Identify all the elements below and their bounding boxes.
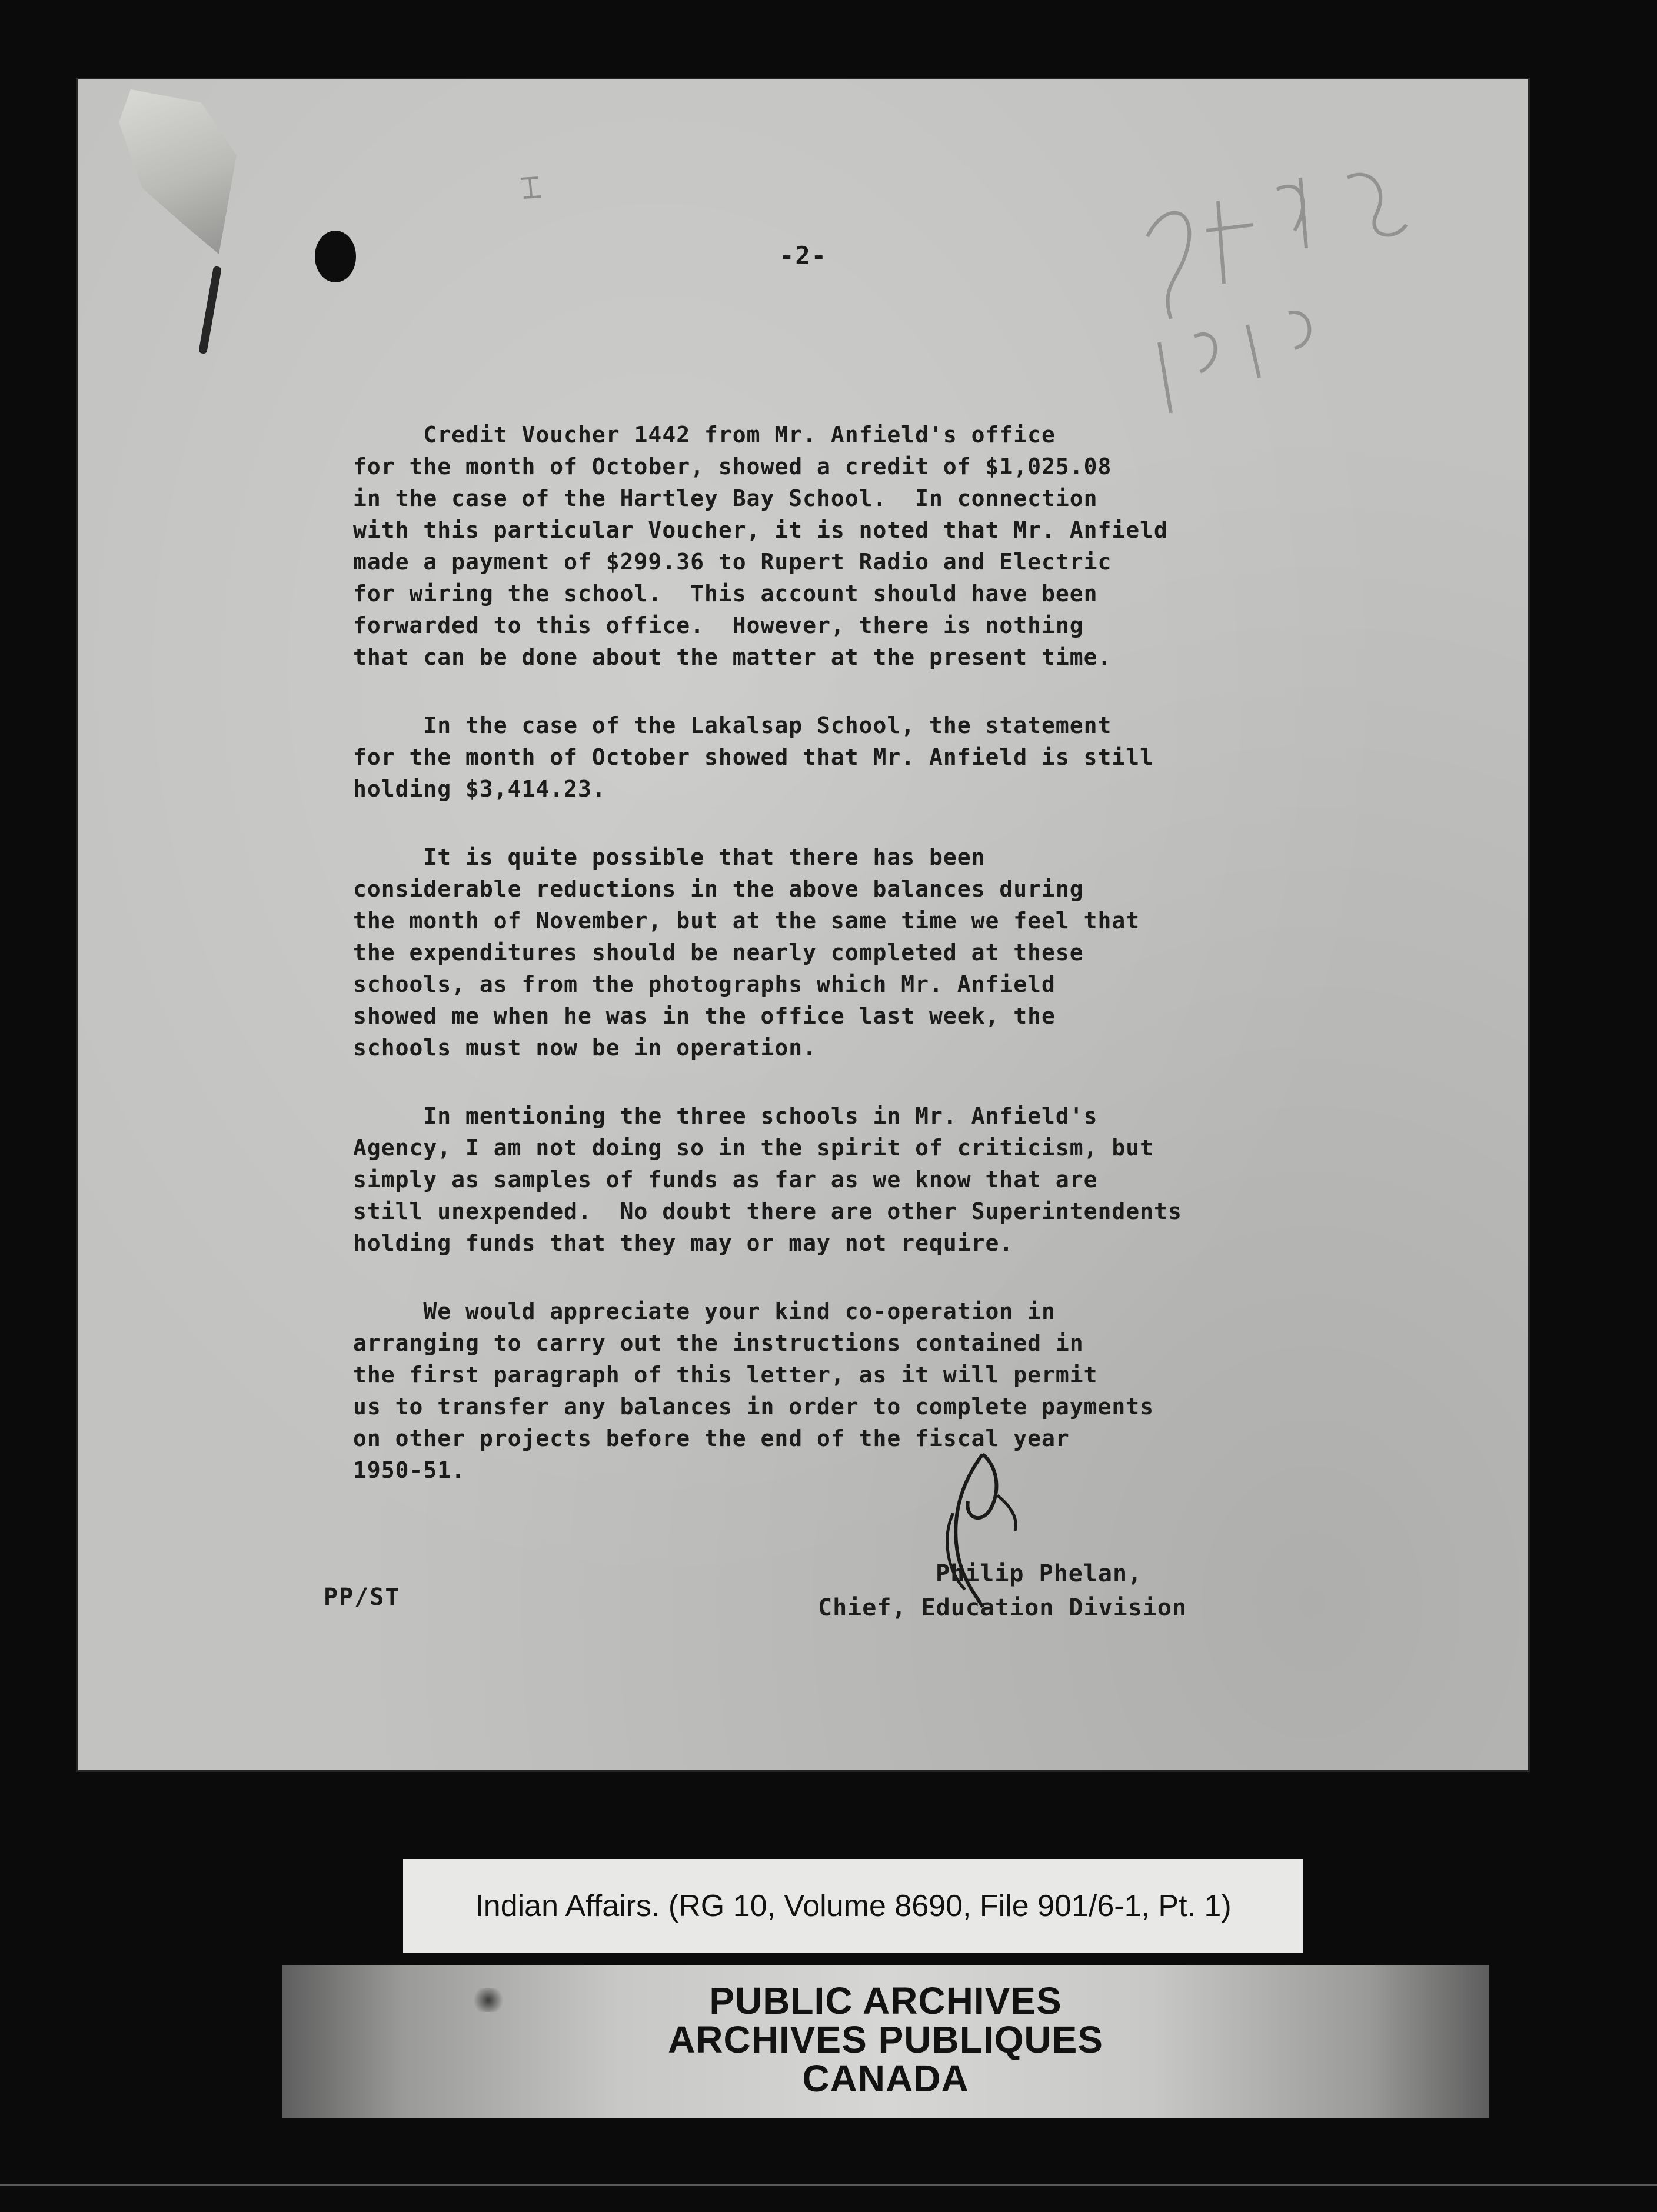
handwritten-signature [894, 1443, 1047, 1619]
letter-body [353, 419, 1477, 1523]
archives-line-french: ARCHIVES PUBLIQUES [668, 2018, 1103, 2061]
paragraph-three-schools: In mentioning the three schools in Mr. Anfield's Agency, I am not doing so in the spirit of criticism, but simply as samples of funds as far as we know that are still unexpended. No doubt there are other Superintendents holding funds that they may or may not require. [353, 1103, 1182, 1256]
public-archives-strip [282, 1965, 1489, 2118]
pencil-tick-mark [515, 173, 556, 202]
paragraph-credit-voucher: Credit Voucher 1442 from Mr. Anfield's office for the month of October, showed a credit of $1,025.08 in the case of the Hartley Bay School. In connection with this particular Voucher, it is noted that Mr. Anfield made a payment of $299.36 to Rupert Radio and Electric for wiring the school. This account should have been forwarded to this office. However, there is nothing that can be done about the matter at the present time. [353, 422, 1168, 670]
archives-line-country: CANADA [802, 2057, 969, 2100]
signatory-name: Philip Phelan, [936, 1560, 1143, 1587]
archive-citation-label [403, 1859, 1303, 1953]
paragraph-lakalsap-school: In the case of the Lakalsap School, the statement for the month of October showed that Mr. Anfield is still holding $3,414.23. [353, 712, 1154, 802]
citation-text: Indian Affairs. (RG 10, Volume 8690, File 901/6-1, Pt. 1) [475, 1889, 1232, 1923]
handwritten-pencil-annotation [1124, 166, 1453, 413]
archives-line-english: PUBLIC ARCHIVES [709, 1980, 1062, 2022]
paragraph-cooperation-request: We would appreciate your kind co-operation in arranging to carry out the instructions contained in the first paragraph of this letter, as it will permit us to transfer any balances in order to complete payments on other projects before the end of the fiscal year 1950-51. [353, 1298, 1154, 1483]
letter-page [76, 78, 1530, 1772]
staple-mark [198, 266, 222, 354]
paragraph-balance-reductions: It is quite possible that there has been considerable reductions in the above balances during the month of November, but at the same time we feel that the expenditures should be nearly completed at these schools, as from the photographs which Mr. Anfield showed me when he was in the office last week, the schools must now be in operation. [353, 844, 1140, 1061]
typist-initials: PP/ST [324, 1584, 401, 1611]
torn-corner [119, 89, 237, 254]
archives-stamp-text [282, 1981, 1489, 2098]
page-number: -2- [779, 241, 827, 270]
signatory-title: Chief, Education Division [818, 1594, 1187, 1621]
film-edge-line [0, 2184, 1657, 2186]
